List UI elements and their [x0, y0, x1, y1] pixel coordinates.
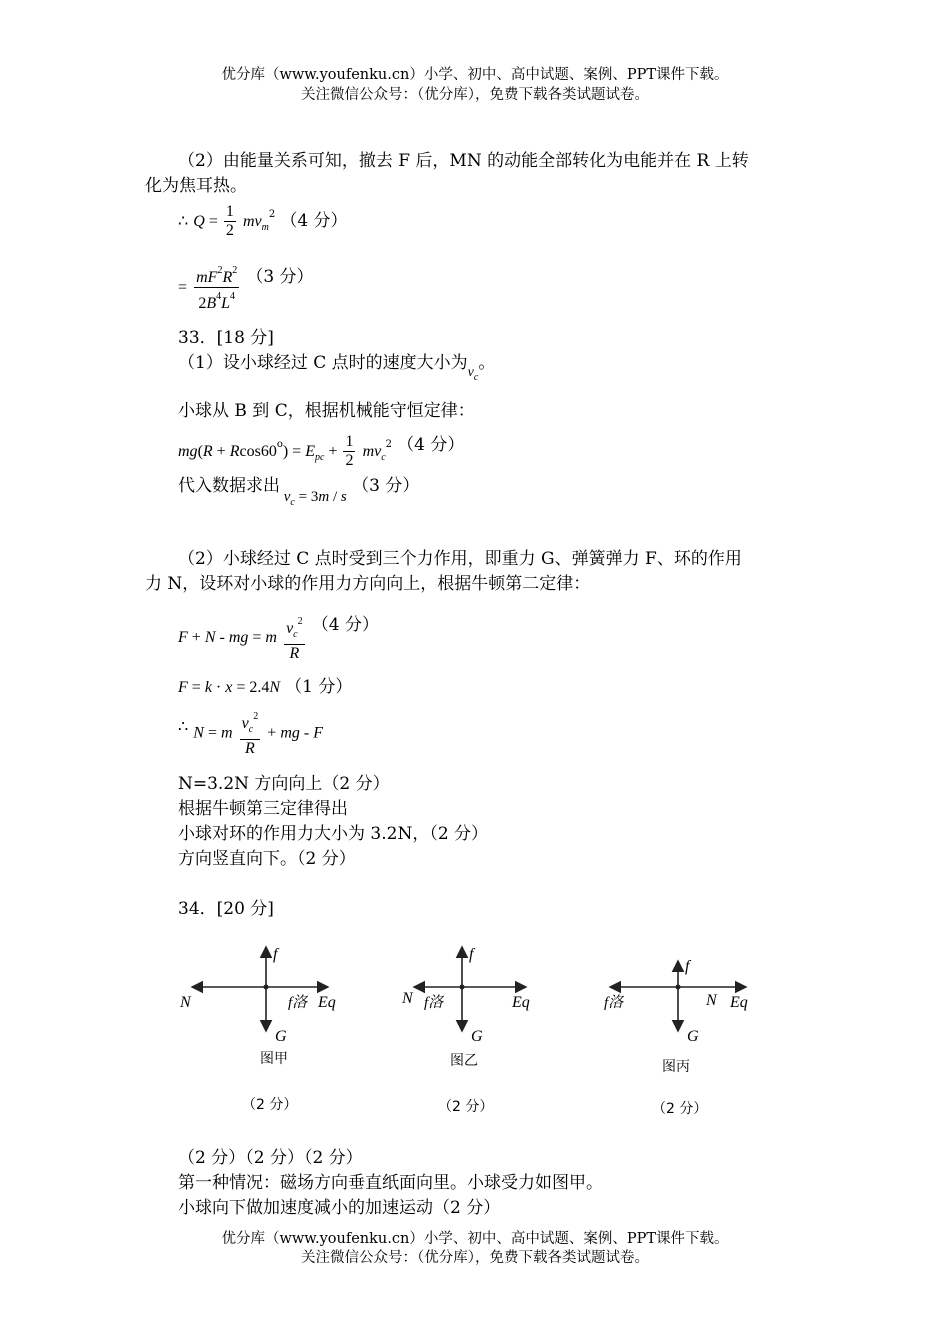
label-eq: Eq: [730, 994, 748, 1011]
label-g: G: [275, 1028, 287, 1045]
q33-line-n: N=3.2N 方向向上（2 分）: [178, 774, 390, 794]
q33-equation-4: F = k · x = 2.4N （1 分）: [178, 677, 353, 697]
q32-eq1-score: （4 分）: [280, 211, 348, 231]
q34-case1-motion: 小球向下做加速度减小的加速运动（2 分）: [178, 1198, 501, 1218]
label-f: f: [469, 946, 474, 963]
q34-title: 34．[20 分]: [178, 899, 274, 919]
diagram-jia: [179, 946, 336, 1113]
label-f-luo: f洛: [288, 995, 308, 1011]
q33-p1-line3: 代入数据求出 $v_c = 3m / s$ （3 分）: [178, 476, 420, 508]
diagram-yi: [401, 946, 530, 1115]
q34-scores-line: （2 分）（2 分）（2 分）: [178, 1148, 363, 1168]
q32-eq2-score: （3 分）: [246, 267, 314, 287]
q33-equation-1: $mg(R + Rcos60^o) = E_{pc}$ + $\frac{1}{2}$ $mv_c^2$ （4 分）: [178, 433, 465, 469]
score-bing: （2 分）: [652, 1101, 708, 1117]
q32-p2-line2: 化为焦耳热。: [145, 176, 247, 196]
q33-line-third-law: 根据牛顿第三定律得出: [178, 799, 348, 819]
q33-equation-5: ∴ N = m $\frac{v_c^2}{R}$ + mg - F: [178, 708, 323, 758]
q33-equation-3: F + N - mg = m $\frac{v_c^2}{R}$ （4 分）: [178, 610, 379, 663]
label-n: N: [706, 992, 717, 1009]
footer-line-2: 关注微信公众号：（优分库），免费下载各类试题试卷。: [301, 1250, 649, 1266]
q32-p2-line1: （2）由能量关系可知，撤去 F 后，MN 的动能全部转化为电能并在 R 上转: [178, 151, 749, 171]
q33-p1-line1: （1）设小球经过 C 点时的速度大小为$_{v_c}$。: [178, 353, 496, 383]
q33-eq1-score: （4 分）: [397, 435, 465, 455]
q34-case1: 第一种情况：磁场方向垂直纸面向里。小球受力如图甲。: [178, 1173, 603, 1193]
label-eq: Eq: [512, 994, 530, 1011]
q32-equation-2: = $\frac{mF^2R^2}{2B^4L^4}$ （3 分）: [178, 262, 314, 313]
ball-point: [264, 985, 269, 990]
ball-point: [460, 985, 465, 990]
header-line-2: 关注微信公众号：（优分库），免费下载各类试题试卷。: [301, 87, 649, 103]
label-eq: Eq: [318, 994, 336, 1011]
header-line-1: 优分库（www.youfenku.cn）小学、初中、高中试题、案例、PPT课件下载。: [221, 67, 729, 83]
label-f-luo: f洛: [604, 995, 624, 1011]
q33-eq2-score: （3 分）: [352, 476, 420, 496]
label-f: f: [685, 958, 690, 975]
score-yi: （2 分）: [438, 1099, 494, 1115]
q33-line-force: 小球对环的作用力大小为 3.2N，（2 分）: [178, 824, 489, 844]
score-jia: （2 分）: [242, 1097, 298, 1113]
q33-p1-line3-text: 代入数据求出: [178, 476, 280, 496]
q33-p1-line2: 小球从 B 到 C，根据机械能守恒定律：: [178, 401, 475, 421]
label-g: G: [687, 1028, 699, 1045]
label-f-luo: f洛: [424, 995, 444, 1011]
diagram-bing: [604, 958, 748, 1117]
q33-title: 33．[18 分]: [178, 328, 274, 348]
caption-jia: 图甲: [260, 1051, 288, 1067]
q33-p1-end: 。: [478, 353, 496, 373]
label-n: N: [402, 990, 413, 1007]
caption-yi: 图乙: [450, 1053, 478, 1069]
footer-line-1: 优分库（www.youfenku.cn）小学、初中、高中试题、案例、PPT课件下载。: [221, 1231, 729, 1247]
q32-equation-1: ∴ Q = $\frac{1}{2}$ $mv_m^2$ （4 分）: [178, 203, 348, 239]
ball-point: [676, 985, 681, 990]
q33-line-direction: 方向竖直向下。（2 分）: [178, 849, 356, 869]
q33-p1-text: （1）设小球经过 C 点时的速度大小为: [178, 353, 468, 373]
force-diagrams: [160, 935, 800, 1125]
q33-p2-line1: （2）小球经过 C 点时受到三个力作用，即重力 G、弹簧弹力 F、环的作用: [178, 549, 742, 569]
caption-bing: 图丙: [662, 1059, 690, 1075]
label-g: G: [471, 1028, 483, 1045]
label-f: f: [273, 946, 278, 963]
q33-eq4-score: （1 分）: [285, 677, 353, 697]
q33-eq3-score: （4 分）: [311, 615, 379, 635]
label-n: N: [180, 994, 191, 1011]
q33-p2-line2: 力 N，设环对小球的作用力方向向上，根据牛顿第二定律：: [145, 574, 591, 594]
